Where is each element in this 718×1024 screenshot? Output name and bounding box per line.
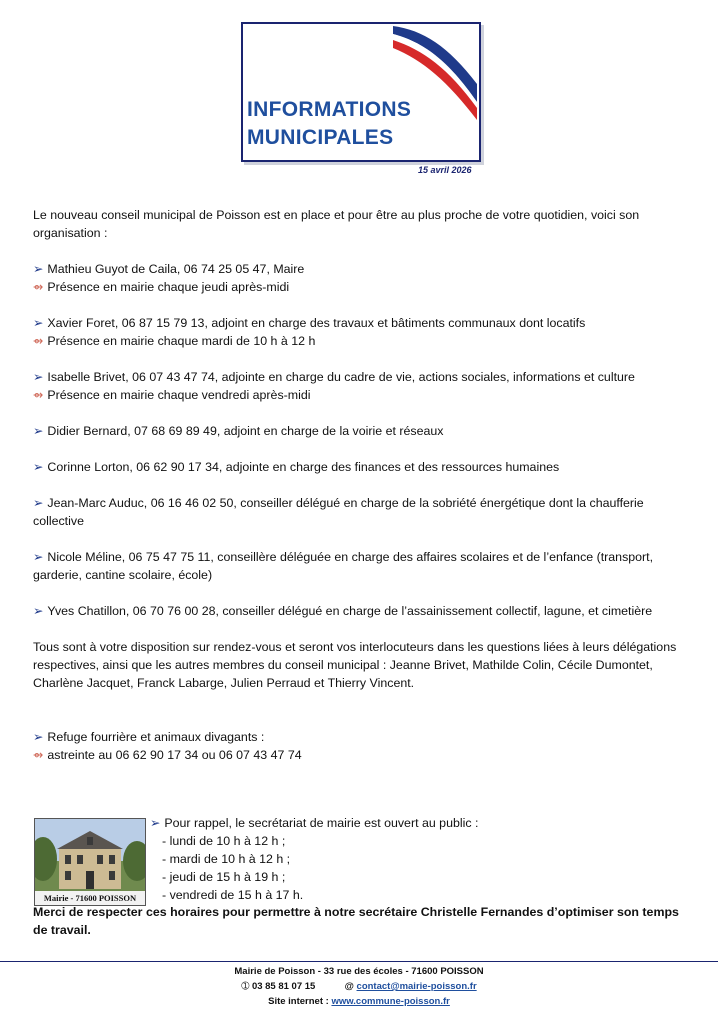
phone-icon: ➀ [241,981,250,992]
photo-caption: Mairie - 71600 POISSON [35,891,145,905]
footer-phone: 03 85 81 07 15 [251,981,316,992]
office-hours [150,814,478,904]
member-item: ➢ Xavier Foret, 06 87 15 79 13, adjoint en charge des travaux et bâtiments communaux dont locatifs [33,314,685,332]
footer-website [0,994,718,1009]
refuge-title: ➢ Refuge fourrière et animaux divagants : [33,728,685,746]
member-presence: ⇴ Présence en mairie chaque mardi de 10 h à 12 h [33,332,685,350]
title-line-1: INFORMATIONS [247,98,412,121]
thanks-note: Merci de respecter ces horaires pour permettre à notre secrétaire Christelle Fernandes d’optimiser son temps de travail. [33,905,679,937]
town-hall-photo [34,818,146,906]
member-item: ➢ Nicole Méline, 06 75 47 75 11, conseillère déléguée en charge des affaires scolaires et de l’enfance (transport, garderie, cantine scolaire, école) [33,548,685,584]
intro-text: Le nouveau conseil municipal de Poisson est en place et pour être au plus proche de votre quotidien, voici son organisation : [33,208,640,240]
hours-item: - jeudi de 15 h à 19 h ; [162,870,286,884]
header-banner [241,22,481,162]
member-presence: ⇴ Présence en mairie chaque jeudi après-midi [33,278,685,296]
hours-item: - mardi de 10 h à 12 h ; [162,852,291,866]
title-line-2: MUNICIPALES [247,126,394,149]
member-item: ➢ Yves Chatillon, 06 70 76 00 28, conseiller délégué en charge de l’assainissement collectif, lagune, et cimetière [33,602,685,620]
footer-contact [0,979,718,994]
email-link[interactable]: contact@mairie-poisson.fr [356,981,477,992]
member-presence: ⇴ Présence en mairie chaque vendredi après-midi [33,386,685,404]
page-title [247,96,411,152]
footer-address: Mairie de Poisson - 33 rue des écoles - 71600 POISSON [234,966,484,977]
hours-item: - vendredi de 15 h à 17 h. [162,888,304,902]
website-link[interactable]: www.commune-poisson.fr [331,996,450,1007]
member-item: ➢ Mathieu Guyot de Caila, 06 74 25 05 47, Maire [33,260,685,278]
refuge-astreinte: ⇴ astreinte au 06 62 90 17 34 ou 06 07 43 47 74 [33,746,685,764]
member-item: ➢ Jean-Marc Auduc, 06 16 46 02 50, conseiller délégué en charge de la sobriété énergétique dont la chaufferie collective [33,494,685,530]
member-item: ➢ Isabelle Brivet, 06 07 43 47 74, adjointe en charge du cadre de vie, actions sociales, informations et culture [33,368,685,386]
publication-date: 15 avril 2026 [418,165,472,175]
footer-divider [0,961,718,962]
hours-intro: ➢ Pour rappel, le secrétariat de mairie est ouvert au public : [150,814,478,832]
site-label: Site internet : [268,996,329,1007]
email-icon: @ [344,981,354,992]
footer [0,964,718,1009]
main-content [33,206,685,764]
member-item: ➢ Corinne Lorton, 06 62 90 17 34, adjointe en charge des finances et des ressources humaines [33,458,685,476]
disposition-text: Tous sont à votre disposition sur rendez-vous et seront vos interlocuteurs dans les questions liées à leurs délégations respectives, ainsi que les autres membres du conseil municipal : Jeanne Brivet, Mathilde Colin, Cécile Dumontet, Charlène Jacquet, Franck Labarge, Julien Perraud et Thierry Vincent. [33,640,677,690]
hours-item: - lundi de 10 h à 12 h ; [162,834,286,848]
member-item: ➢ Didier Bernard, 07 68 69 89 49, adjoint en charge de la voirie et réseaux [33,422,685,440]
